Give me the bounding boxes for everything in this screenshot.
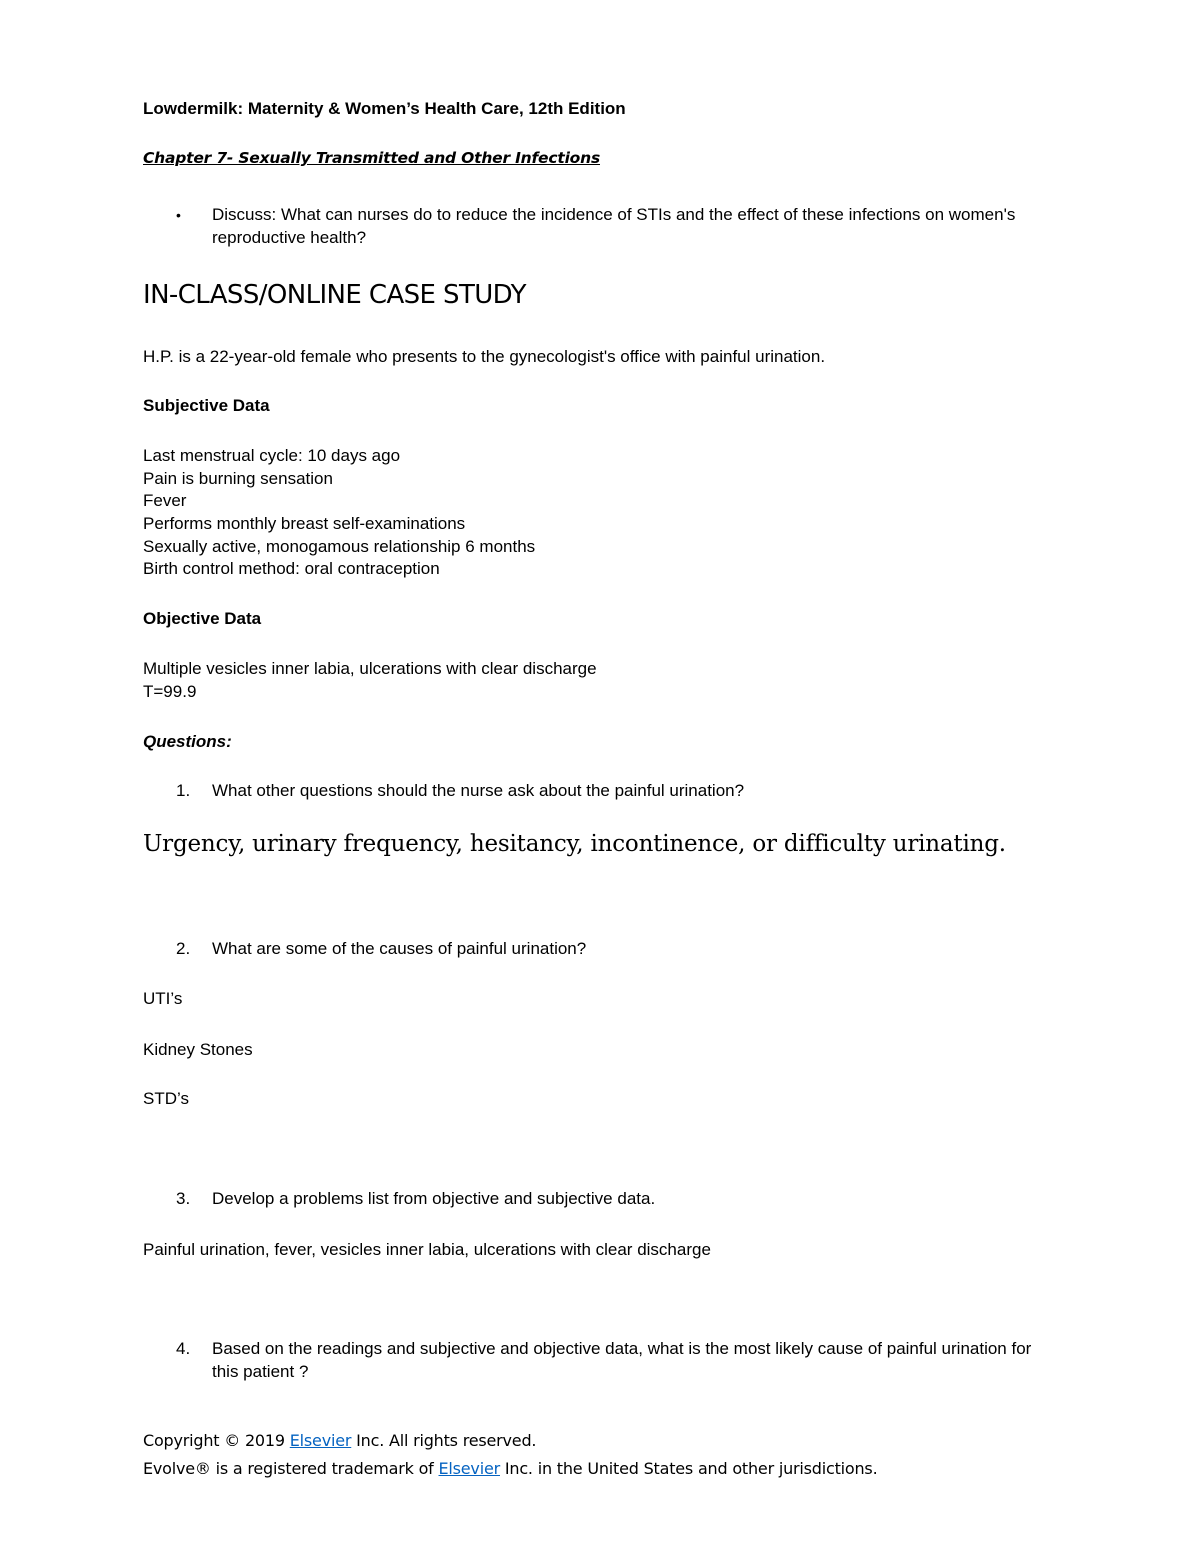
answer-2-item: UTI’s [143,989,183,1008]
question-number: 3. [176,1189,191,1208]
trademark-line [143,1459,877,1478]
list-item: T=99.9 [143,681,197,701]
book-title: Lowdermilk: Maternity & Women’s Health Care, 12th Edition [143,99,626,118]
answer-3: Painful urination, fever, vesicles inner labia, ulcerations with clear discharge [143,1240,711,1259]
copyright-line [143,1431,536,1450]
copyright-text: Copyright © 2019 [143,1431,290,1450]
objective-list [143,658,597,703]
question-text: What other questions should the nurse ask about the painful urination? [212,781,745,800]
elsevier-link[interactable]: Elsevier [289,1431,352,1450]
question-text: Based on the readings and subjective and objective data, what is the most likely cause of painful urination for this patient ? [212,1339,1032,1381]
case-study-title: IN-CLASS/ONLINE CASE STUDY [143,280,526,310]
list-item: Birth control method: oral contraception [143,559,440,579]
answer-1: Urgency, urinary frequency, hesitancy, incontinence, or difficulty urinating. [143,831,1006,857]
list-item: Multiple vesicles inner labia, ulcerations with clear discharge [143,659,597,678]
answer-2-item: STD’s [143,1089,189,1108]
list-item: Performs monthly breast self-examinations [143,514,466,534]
answer-2-item: Kidney Stones [143,1040,253,1059]
bullet-icon: • [176,207,181,223]
subjective-list [143,445,535,581]
list-item: Fever [143,491,187,511]
copyright-text-end: Inc. All rights reserved. [351,1431,537,1450]
list-item: Pain is burning sensation [143,468,333,488]
list-item: Last menstrual cycle: 10 days ago [143,446,401,465]
elsevier-link[interactable]: Elsevier [438,1459,500,1478]
question-number: 4. [176,1339,191,1358]
chapter-title: Chapter 7- Sexually Transmitted and Other Infections [143,149,600,167]
case-intro: H.P. is a 22-year-old female who presents to the gynecologist's office with painful urination. [143,347,826,366]
question-text: Develop a problems list from objective and subjective data. [212,1189,656,1208]
questions-heading: Questions: [143,732,232,751]
objective-heading: Objective Data [143,609,262,628]
trademark-text: Evolve® is a registered trademark of [143,1459,439,1478]
trademark-text-end: Inc. in the United States and other jurisdictions. [499,1459,878,1478]
subjective-heading: Subjective Data [143,396,270,415]
discussion-prompt: Discuss: What can nurses do to reduce the incidence of STIs and the effect of these infections on women's reproductive health? [212,205,1016,247]
question-number: 2. [176,939,191,958]
question-number: 1. [176,781,191,800]
question-text: What are some of the causes of painful urination? [212,939,587,958]
list-item: Sexually active, monogamous relationship 6 months [143,536,536,556]
